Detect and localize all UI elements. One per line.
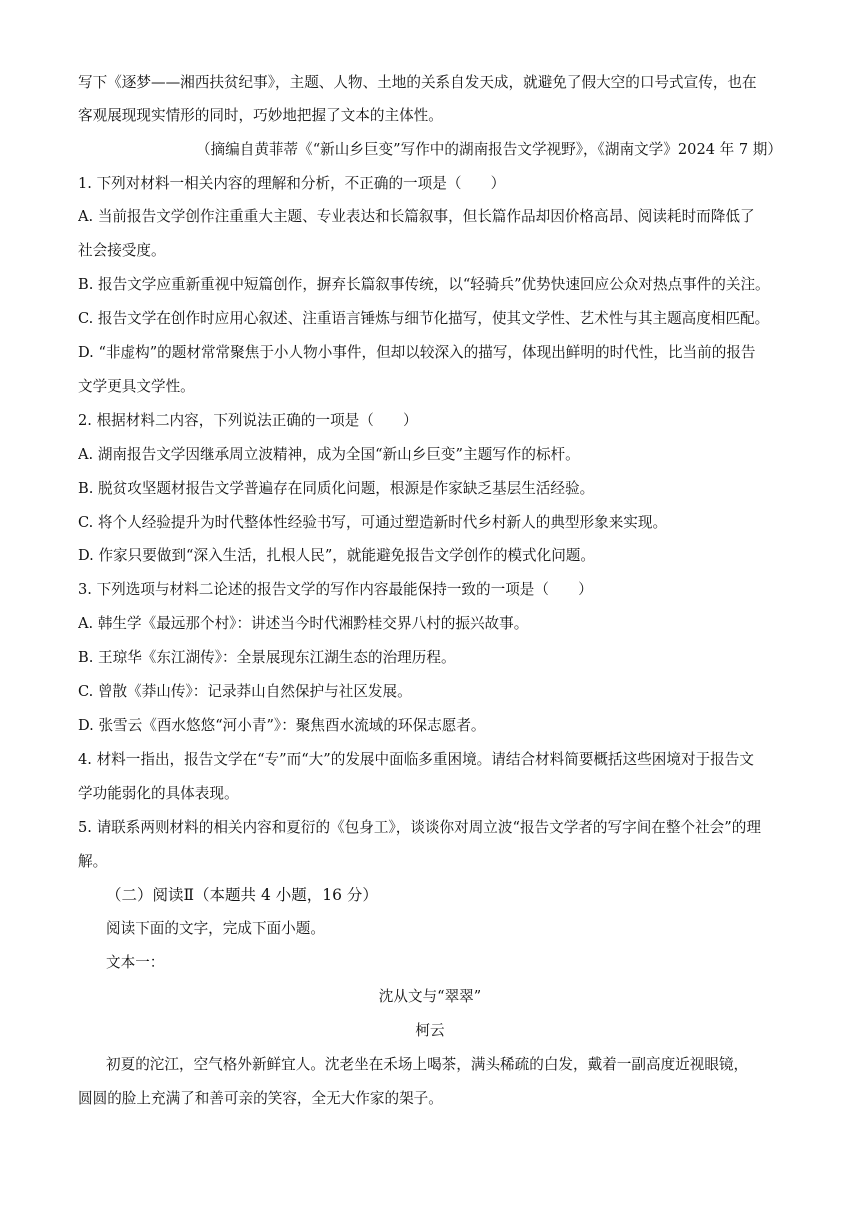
question-3-option-a: A. 韩生学《最远那个村》：讲述当今时代湘黔桂交界八村的振兴故事。 xyxy=(78,615,529,632)
question-2-option-d: D. 作家只要做到“深入生活，扎根人民”，就能避免报告文学创作的模式化问题。 xyxy=(78,547,595,564)
question-2-stem: 2. 根据材料二内容，下列说法正确的一项是（ ） xyxy=(78,412,418,429)
question-1-option-d: D. “非虚构”的题材常常聚焦于小人物小事件，但却以较深入的描写，体现出鲜明的时代性，比当前的报告 xyxy=(78,344,756,361)
paragraph-line: 写下《逐梦——湘西扶贫纪事》，主题、人物、土地的关系自发天成，就避免了假大空的口号式宣传，也在 xyxy=(78,74,757,91)
question-2-option-b: B. 脱贫攻坚题材报告文学普遍存在同质化问题，根源是作家缺乏基层生活经验。 xyxy=(78,480,595,497)
question-2-option-c: C. 将个人经验提升为时代整体性经验书写，可通过塑造新时代乡村新人的典型形象来实现。 xyxy=(78,514,668,531)
question-3-option-c: C. 曾散《莽山传》：记录莽山自然保护与社区发展。 xyxy=(78,683,412,700)
source-citation: （摘编自黄菲蒂《“新山乡巨变”写作中的湖南报告文学视野》，《湖南文学》2024 年 7 期） xyxy=(195,141,782,158)
question-3-option-b: B. 王琼华《东江湖传》：全景展现东江湖生态的治理历程。 xyxy=(78,649,456,666)
question-5-stem: 5. 请联系两则材料的相关内容和夏衍的《包身工》，谈谈你对周立波“报告文学者的写字间在整个社会”的理 xyxy=(78,819,761,836)
article-author: 柯云 xyxy=(415,1022,445,1039)
question-1-option-d-continued: 文学更具文学性。 xyxy=(78,378,195,395)
article-paragraph-line: 圆圆的脸上充满了和善可亲的笑容，全无大作家的架子。 xyxy=(78,1090,443,1107)
section-instruction: 阅读下面的文字，完成下面小题。 xyxy=(106,920,325,937)
text-label: 文本一： xyxy=(106,954,165,971)
question-1-option-b: B. 报告文学应重新重视中短篇创作，摒弃长篇叙事传统，以“轻骑兵”优势快速回应公众对热点事件的关注。 xyxy=(78,276,770,293)
question-4-stem: 4. 材料一指出，报告文学在“专”而“大”的发展中面临多重困境。请结合材料简要概括这些困境对于报告文 xyxy=(78,751,754,768)
question-3-stem: 3. 下列选项与材料二论述的报告文学的写作内容最能保持一致的一项是（ ） xyxy=(78,581,593,598)
paragraph-line: 客观展现现实情形的同时，巧妙地把握了文本的主体性。 xyxy=(78,107,443,124)
question-1-option-c: C. 报告文学在创作时应用心叙述、注重语言锤炼与细节化描写，使其文学性、艺术性与其主题高度相匹配。 xyxy=(78,310,770,327)
question-1-option-a: A. 当前报告文学创作注重重大主题、专业表达和长篇叙事，但长篇作品却因价格高昂、阅读耗时而降低了 xyxy=(78,208,755,225)
question-1-stem: 1. 下列对材料一相关内容的理解和分析，不正确的一项是（ ） xyxy=(78,175,506,192)
section-heading: （二）阅读Ⅱ（本题共 4 小题，16 分） xyxy=(106,886,378,904)
question-4-stem-continued: 学功能弱化的具体表现。 xyxy=(78,785,239,802)
question-5-stem-continued: 解。 xyxy=(78,853,108,870)
article-paragraph-line: 初夏的沱江，空气格外新鲜宜人。沈老坐在禾场上喝茶，满头稀疏的白发，戴着一副高度近视眼镜， xyxy=(106,1056,749,1073)
question-3-option-d: D. 张雪云《酉水悠悠“河小青”》：聚焦酉水流域的环保志愿者。 xyxy=(78,717,486,734)
question-2-option-a: A. 湖南报告文学因继承周立波精神，成为全国“新山乡巨变”主题写作的标杆。 xyxy=(78,446,580,463)
question-1-option-a-continued: 社会接受度。 xyxy=(78,242,166,259)
article-title: 沈从文与“翠翠” xyxy=(378,988,482,1005)
